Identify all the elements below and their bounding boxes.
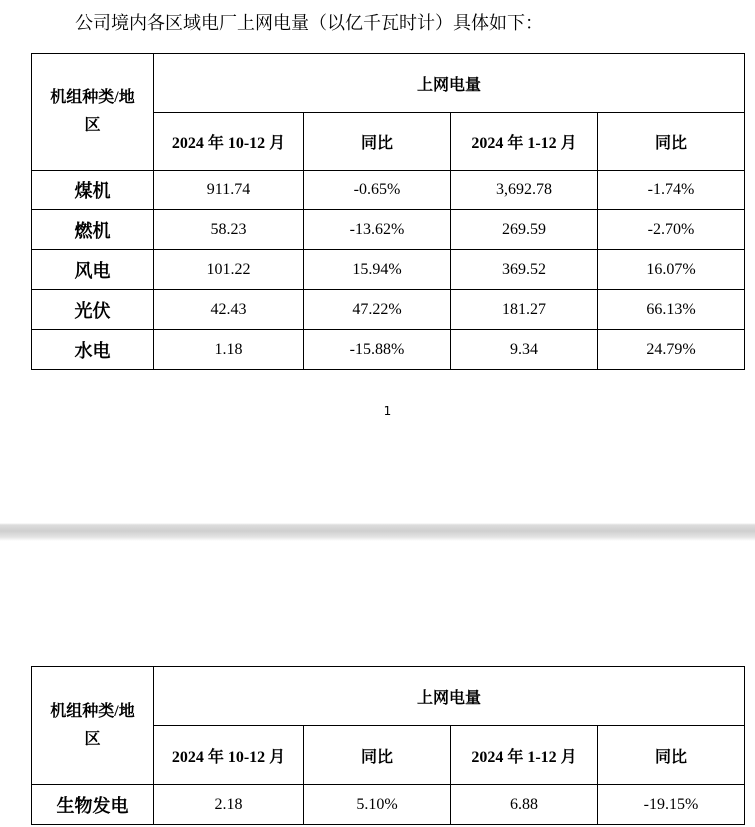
row-name: 生物发电 — [32, 785, 154, 825]
table-row — [32, 290, 745, 330]
col-header-q4-yoy: 同比 — [304, 726, 451, 785]
cell-q4-yoy: -0.65% — [304, 171, 451, 210]
table-row — [32, 330, 745, 370]
power-generation-table-2 — [31, 666, 745, 825]
intro-text: 公司境内各区域电厂上网电量（以亿千瓦时计）具体如下： — [75, 13, 543, 34]
table-row — [32, 171, 745, 210]
cell-year-yoy: 16.07% — [598, 250, 745, 290]
cell-year-yoy: 66.13% — [598, 290, 745, 330]
cell-year: 269.59 — [451, 210, 598, 250]
cell-year-yoy: -19.15% — [598, 785, 745, 825]
col-header-year-yoy: 同比 — [598, 113, 745, 171]
power-generation-table-1 — [31, 53, 745, 370]
grid-power-group-header: 上网电量 — [154, 667, 745, 726]
table-row — [32, 785, 745, 825]
region-column-header: 机组种类/地区 — [32, 54, 154, 171]
cell-q4: 58.23 — [154, 210, 304, 250]
cell-year: 9.34 — [451, 330, 598, 370]
table-row — [32, 210, 745, 250]
cell-q4-yoy: 15.94% — [304, 250, 451, 290]
row-name: 燃机 — [32, 210, 154, 250]
page-number: 1 — [383, 404, 392, 418]
row-name: 煤机 — [32, 171, 154, 210]
page-separator — [0, 523, 755, 541]
cell-q4-yoy: -15.88% — [304, 330, 451, 370]
col-header-q4-yoy: 同比 — [304, 113, 451, 171]
cell-year: 181.27 — [451, 290, 598, 330]
col-header-year-yoy: 同比 — [598, 726, 745, 785]
region-column-header: 机组种类/地区 — [32, 667, 154, 785]
col-header-year: 2024 年 1-12 月 — [451, 726, 598, 785]
row-name: 光伏 — [32, 290, 154, 330]
row-name: 水电 — [32, 330, 154, 370]
cell-year-yoy: -1.74% — [598, 171, 745, 210]
cell-q4: 101.22 — [154, 250, 304, 290]
col-header-q4: 2024 年 10-12 月 — [154, 726, 304, 785]
cell-q4-yoy: -13.62% — [304, 210, 451, 250]
col-header-year: 2024 年 1-12 月 — [451, 113, 598, 171]
cell-year-yoy: 24.79% — [598, 330, 745, 370]
cell-q4: 911.74 — [154, 171, 304, 210]
cell-year: 6.88 — [451, 785, 598, 825]
cell-q4: 42.43 — [154, 290, 304, 330]
cell-q4-yoy: 47.22% — [304, 290, 451, 330]
cell-q4: 2.18 — [154, 785, 304, 825]
grid-power-group-header: 上网电量 — [154, 54, 745, 113]
col-header-q4: 2024 年 10-12 月 — [154, 113, 304, 171]
table-row — [32, 250, 745, 290]
cell-year-yoy: -2.70% — [598, 210, 745, 250]
cell-year: 3,692.78 — [451, 171, 598, 210]
row-name: 风电 — [32, 250, 154, 290]
cell-year: 369.52 — [451, 250, 598, 290]
cell-q4-yoy: 5.10% — [304, 785, 451, 825]
cell-q4: 1.18 — [154, 330, 304, 370]
